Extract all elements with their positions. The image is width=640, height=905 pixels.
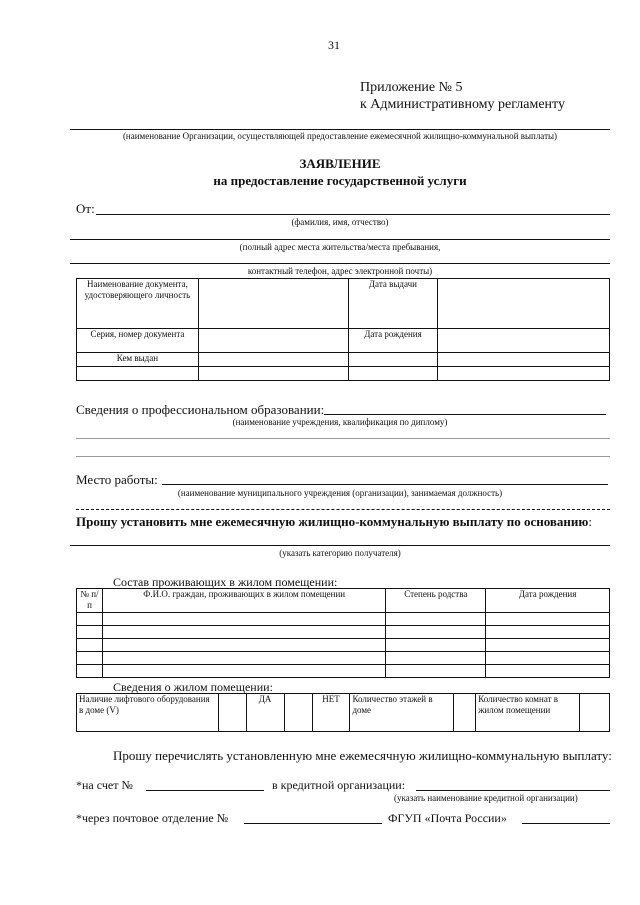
resident-row xyxy=(77,652,610,665)
resident-cell[interactable] xyxy=(102,639,385,652)
org-caption: (наименование Организации, осуществляющей предоставление ежемесячной жилищно-коммунальной выплаты) xyxy=(122,131,558,141)
post-org-line[interactable] xyxy=(522,823,610,824)
resident-cell[interactable] xyxy=(386,626,486,639)
housing-table xyxy=(76,693,610,732)
page-number: 31 xyxy=(328,38,340,52)
resident-cell[interactable] xyxy=(486,626,610,639)
id-doc-name-label: Наименование документа, удостоверяющего личность xyxy=(77,279,199,329)
transfer-text: Прошу перечислять установленную мне ежемесячную жилищно-коммунальную выплату: xyxy=(113,748,612,763)
request-text xyxy=(76,514,592,530)
yes-label: ДА xyxy=(246,694,284,732)
bank-label: в кредитной организации: xyxy=(272,778,406,792)
issued-by-extra-4[interactable] xyxy=(438,367,610,381)
col-birth-header: Дата рождения xyxy=(486,589,610,613)
resident-row xyxy=(77,639,610,652)
col-fio-header: Ф.И.О. граждан, проживающих в жилом помещении xyxy=(102,589,385,613)
resident-cell[interactable] xyxy=(386,652,486,665)
work-caption: (наименование муниципального учреждения (организации), занимаемая должность) xyxy=(177,488,503,498)
fio-line[interactable] xyxy=(96,214,610,215)
floors-cell[interactable] xyxy=(454,694,476,732)
resident-cell[interactable] xyxy=(486,652,610,665)
contact-caption: контактный телефон, адрес электронной почты) xyxy=(247,266,433,276)
bank-caption: (указать наименование кредитной организации) xyxy=(394,793,578,803)
resident-cell[interactable] xyxy=(386,639,486,652)
request-colon: : xyxy=(588,514,592,529)
housing-heading: Сведения о жилом помещении: xyxy=(113,680,273,694)
issue-date-cell[interactable] xyxy=(438,279,610,329)
series-number-label: Серия, номер документа xyxy=(77,329,199,353)
residents-heading: Состав проживающих в жилом помещении: xyxy=(113,575,338,589)
address-line[interactable] xyxy=(70,239,610,240)
account-label: *на счет № xyxy=(76,778,133,792)
resident-cell[interactable] xyxy=(386,613,486,626)
post-org: ФГУП «Почта России» xyxy=(388,811,507,825)
category-caption: (указать категорию получателя) xyxy=(279,548,401,558)
issued-by-extra-3[interactable] xyxy=(348,367,438,381)
category-line[interactable] xyxy=(70,545,610,546)
post-line[interactable] xyxy=(244,823,382,824)
address-caption: (полный адрес места жительства/места пребывания, xyxy=(239,242,441,252)
resident-cell[interactable] xyxy=(102,613,385,626)
issued-by-label: Кем выдан xyxy=(77,353,199,367)
resident-row xyxy=(77,613,610,626)
resident-cell[interactable] xyxy=(102,665,385,678)
from-label: От: xyxy=(76,201,95,216)
residents-table xyxy=(76,588,610,678)
work-label: Место работы: xyxy=(76,472,158,487)
work-line[interactable] xyxy=(162,484,608,485)
lift-cell[interactable] xyxy=(218,694,246,732)
education-label: Сведения о профессиональном образовании: xyxy=(76,402,325,417)
yes-checkbox[interactable] xyxy=(284,694,312,732)
rooms-label: Количество комнат в жилом помещении xyxy=(476,694,580,732)
resident-cell[interactable] xyxy=(77,652,103,665)
issued-by-cell[interactable] xyxy=(198,353,348,367)
issued-by-cell-2[interactable] xyxy=(348,353,438,367)
resident-cell[interactable] xyxy=(77,626,103,639)
post-label: *через почтовое отделение № xyxy=(76,811,229,825)
issued-by-extra-1[interactable] xyxy=(77,367,199,381)
education-caption: (наименование учреждения, квалификация по диплому) xyxy=(232,417,448,427)
resident-row xyxy=(77,626,610,639)
issued-by-extra-2[interactable] xyxy=(198,367,348,381)
resident-cell[interactable] xyxy=(486,665,610,678)
floors-label: Количество этажей в доме xyxy=(350,694,454,732)
resident-cell[interactable] xyxy=(77,665,103,678)
resident-cell[interactable] xyxy=(386,665,486,678)
resident-cell[interactable] xyxy=(77,639,103,652)
resident-row xyxy=(77,665,610,678)
rooms-cell[interactable] xyxy=(580,694,610,732)
birth-date-label: Дата рождения xyxy=(348,329,438,353)
form-title: ЗАЯВЛЕНИЕ xyxy=(299,156,381,171)
resident-cell[interactable] xyxy=(102,626,385,639)
contact-line[interactable] xyxy=(70,263,610,264)
fio-caption: (фамилия, имя, отчество) xyxy=(291,217,389,227)
account-line[interactable] xyxy=(146,790,264,791)
education-line-3[interactable] xyxy=(76,456,610,457)
birth-date-cell[interactable] xyxy=(438,329,610,353)
bank-line[interactable] xyxy=(416,790,610,791)
lift-label: Наличие лифтового оборудования в доме (V) xyxy=(77,694,219,732)
form-subtitle: на предоставление государственной услуги xyxy=(213,173,467,188)
resident-cell[interactable] xyxy=(77,613,103,626)
id-doc-name-cell[interactable] xyxy=(198,279,348,329)
id-document-table xyxy=(76,278,610,381)
no-label: НЕТ xyxy=(312,694,350,732)
appendix-line-1: Приложение № 5 xyxy=(360,80,463,95)
resident-cell[interactable] xyxy=(486,639,610,652)
education-line[interactable] xyxy=(324,414,606,415)
org-line[interactable] xyxy=(70,129,610,130)
education-line-2[interactable] xyxy=(76,438,610,439)
appendix-line-2: к Административному регламенту xyxy=(360,97,565,112)
issue-date-label: Дата выдачи xyxy=(348,279,438,329)
request-text-bold: Прошу установить мне ежемесячную жилищно-коммунальную выплату по основанию xyxy=(76,514,589,529)
series-number-cell[interactable] xyxy=(198,329,348,353)
issued-by-cell-3[interactable] xyxy=(438,353,610,367)
col-no-header: № п/п xyxy=(77,589,103,613)
col-relation-header: Степень родства xyxy=(386,589,486,613)
work-line-2[interactable] xyxy=(76,509,610,510)
resident-cell[interactable] xyxy=(102,652,385,665)
resident-cell[interactable] xyxy=(486,613,610,626)
